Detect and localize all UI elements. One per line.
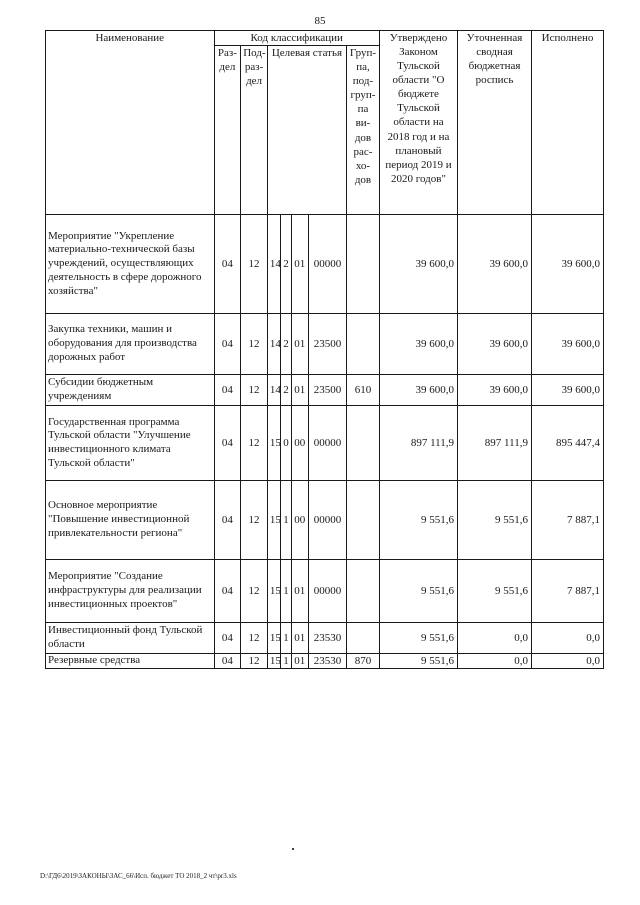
row-approved: 9 551,6 [379,654,457,669]
row-podrazdel: 12 [241,560,268,623]
scan-speck [292,848,294,850]
header-approved: Утверждено Законом Тульской области "О бюджете Тульской области на 2018 год и на плановый период 2019 и 2020 годов" [379,31,457,215]
row-target-4: 00000 [308,215,346,314]
row-executed: 0,0 [531,623,603,654]
row-revised: 9 551,6 [458,560,532,623]
row-executed: 0,0 [531,654,603,669]
row-razdel: 04 [214,623,241,654]
page-number: 85 [314,15,326,27]
row-razdel: 04 [214,314,241,375]
row-name: Основное мероприятие "Повышение инвестиционной привлекательности региона" [46,481,215,560]
header-subsection: Под-раз-дел [241,46,268,215]
header-executed: Исполнено [531,31,603,215]
row-target-1: 15 [267,654,280,669]
row-expense-group: 610 [346,375,379,406]
row-approved: 9 551,6 [379,481,457,560]
row-target-1: 15 [267,406,280,481]
row-target-3: 01 [291,314,308,375]
row-expense-group [346,560,379,623]
row-expense-group [346,406,379,481]
row-approved: 9 551,6 [379,560,457,623]
table-row [46,654,604,669]
row-podrazdel: 12 [241,406,268,481]
table-row [46,375,604,406]
row-target-3: 00 [291,406,308,481]
row-expense-group [346,623,379,654]
row-target-1: 14 [267,215,280,314]
row-podrazdel: 12 [241,314,268,375]
row-target-1: 15 [267,560,280,623]
row-revised: 0,0 [458,654,532,669]
row-razdel: 04 [214,481,241,560]
row-name: Мероприятие "Создание инфраструктуры для реализации инвестиционных проектов" [46,560,215,623]
row-podrazdel: 12 [241,623,268,654]
row-target-1: 14 [267,314,280,375]
row-target-4: 00000 [308,481,346,560]
row-razdel: 04 [214,215,241,314]
row-revised: 9 551,6 [458,481,532,560]
row-executed: 7 887,1 [531,481,603,560]
row-approved: 9 551,6 [379,623,457,654]
row-expense-group: 870 [346,654,379,669]
row-razdel: 04 [214,654,241,669]
header-target-article: Целевая статья [267,46,346,215]
row-name: Резервные средства [46,654,215,669]
row-revised: 0,0 [458,623,532,654]
budget-table [45,30,604,669]
row-razdel: 04 [214,375,241,406]
row-target-4: 00000 [308,406,346,481]
row-revised: 39 600,0 [458,215,532,314]
row-target-2: 1 [281,654,291,669]
row-target-2: 0 [281,406,291,481]
row-target-3: 00 [291,481,308,560]
row-podrazdel: 12 [241,215,268,314]
header-expense-group: Груп-па, под-груп-па ви-дов рас-хо-дов [346,46,379,215]
row-target-4: 00000 [308,560,346,623]
row-target-3: 01 [291,215,308,314]
row-target-3: 01 [291,375,308,406]
table-row [46,623,604,654]
row-podrazdel: 12 [241,481,268,560]
row-target-1: 15 [267,481,280,560]
table-row [46,406,604,481]
table-row [46,560,604,623]
row-executed: 895 447,4 [531,406,603,481]
row-target-2: 1 [281,623,291,654]
row-target-3: 01 [291,560,308,623]
table-row [46,215,604,314]
row-approved: 39 600,0 [379,314,457,375]
header-revised: Уточненная сводная бюджетная роспись [458,31,532,215]
row-executed: 39 600,0 [531,375,603,406]
header-name: Наименование [46,31,215,215]
row-executed: 7 887,1 [531,560,603,623]
row-revised: 897 111,9 [458,406,532,481]
row-target-4: 23530 [308,623,346,654]
row-expense-group [346,314,379,375]
row-podrazdel: 12 [241,654,268,669]
row-name: Государственная программа Тульской области "Улучшение инвестиционного климата Тульской области" [46,406,215,481]
row-approved: 897 111,9 [379,406,457,481]
row-target-2: 1 [281,560,291,623]
row-approved: 39 600,0 [379,375,457,406]
header-section: Раз-дел [214,46,241,215]
row-expense-group [346,215,379,314]
row-name: Инвестиционный фонд Тульской области [46,623,215,654]
row-revised: 39 600,0 [458,375,532,406]
row-target-4: 23500 [308,375,346,406]
row-target-2: 1 [281,481,291,560]
row-target-3: 01 [291,654,308,669]
footer-file-path: D:\ГД6\2019\ЗАКОНЫ\ЗАС_66\Исп. бюджет ТО 2018_2 чт\pr3.xls [40,872,237,880]
row-target-4: 23500 [308,314,346,375]
row-target-2: 2 [281,215,291,314]
row-podrazdel: 12 [241,375,268,406]
row-revised: 39 600,0 [458,314,532,375]
row-target-1: 14 [267,375,280,406]
row-target-2: 2 [281,375,291,406]
row-executed: 39 600,0 [531,215,603,314]
row-executed: 39 600,0 [531,314,603,375]
row-razdel: 04 [214,406,241,481]
table-row [46,314,604,375]
header-code-group: Код классификации [214,31,379,46]
row-name: Мероприятие "Укрепление материально-технической базы учреждений, осуществляющих деятельность в сфере дорожного хозяйства" [46,215,215,314]
row-target-2: 2 [281,314,291,375]
row-name: Субсидии бюджетным учреждениям [46,375,215,406]
table-row [46,481,604,560]
row-target-1: 15 [267,623,280,654]
row-razdel: 04 [214,560,241,623]
row-target-3: 01 [291,623,308,654]
row-target-4: 23530 [308,654,346,669]
row-approved: 39 600,0 [379,215,457,314]
row-expense-group [346,481,379,560]
row-name: Закупка техники, машин и оборудования для производства дорожных работ [46,314,215,375]
